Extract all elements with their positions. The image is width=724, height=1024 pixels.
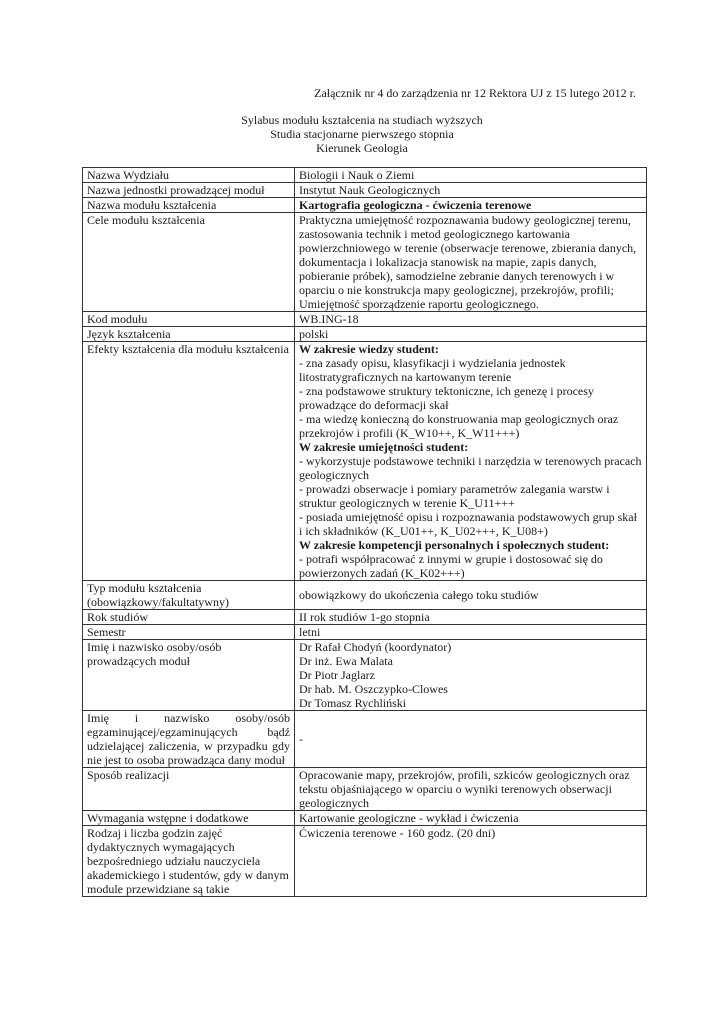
competence-item: - potrafi współpracować z innymi w grupie i dostosować się do powierzonych zadań (K_K02+++): [299, 552, 603, 580]
code-label: Kod modułu: [83, 312, 295, 327]
knowledge-item: - zna podstawowe struktury tektoniczne, ich genezę i procesy prowadzące do deformacji skał: [299, 384, 594, 412]
outcomes-label: Efekty kształcenia dla modułu kształcenia: [83, 342, 295, 581]
teacher-name: Dr hab. M. Oszczypko-Clowes: [299, 682, 448, 696]
teacher-name: Dr Piotr Jaglarz: [299, 668, 375, 682]
knowledge-item: - ma wiedzę konieczną do konstruowania map geologicznych oraz przekrojów i profili (K_W10++, K_W11+++): [299, 412, 619, 440]
unit-value: Instytut Nauk Geologicznych: [295, 183, 647, 198]
language-value: polski: [295, 327, 647, 342]
module-name-value: Kartografia geologiczna - ćwiczenia terenowe: [295, 198, 647, 213]
row-goals: [83, 213, 647, 312]
skills-item: - prowadzi obserwacje i pomiary parametrów zalegania warstw i struktur geologicznych w terenie K_U11+++: [299, 482, 610, 510]
row-hours: [83, 826, 647, 897]
row-semester: [83, 625, 647, 640]
row-code: [83, 312, 647, 327]
skills-heading: W zakresie umiejętności student:: [299, 440, 469, 454]
teachers-label: Imię i nazwisko osoby/osób prowadzących moduł: [83, 640, 295, 711]
row-module-name: [83, 198, 647, 213]
semester-label: Semestr: [83, 625, 295, 640]
teachers-value: [295, 640, 647, 711]
semester-value: letni: [295, 625, 647, 640]
goals-label: Cele modułu kształcenia: [83, 213, 295, 312]
row-language: [83, 327, 647, 342]
knowledge-heading: W zakresie wiedzy student:: [299, 342, 439, 356]
knowledge-item: - zna zasady opisu, klasyfikacji i wydzielania jednostek litostratygraficznych na kartowanym terenie: [299, 356, 566, 384]
row-teachers: [83, 640, 647, 711]
examiners-label: [83, 711, 295, 768]
method-label: Sposób realizacji: [83, 768, 295, 811]
row-examiners: [83, 711, 647, 768]
skills-item: - wykorzystuje podstawowe techniki i narzędzia w terenowych pracach geologicznych: [299, 454, 642, 482]
module-name-label: Nazwa modułu kształcenia: [83, 198, 295, 213]
hours-label: Rodzaj i liczba godzin zajęć dydaktycznych wymagających bezpośredniego udziału nauczyciela akademickiego i studentów, gdy w danym module przewidziane są takie: [83, 826, 295, 897]
study-mode: Studia stacjonarne pierwszego stopnia: [270, 127, 454, 141]
document-header: [0, 113, 724, 155]
syllabus-table: [82, 167, 647, 897]
hours-value: Ćwiczenia terenowe - 160 godz. (20 dni): [295, 826, 647, 897]
unit-label: Nazwa jednostki prowadzącej moduł: [83, 183, 295, 198]
syllabus-title: Sylabus modułu kształcenia na studiach wyższych: [241, 113, 483, 127]
row-prerequisites: [83, 811, 647, 826]
type-label: Typ modułu kształcenia (obowiązkowy/fakultatywny): [83, 581, 295, 610]
teacher-name: Dr Rafał Chodyń (koordynator): [299, 640, 452, 654]
field-of-study: Kierunek Geologia: [316, 141, 408, 155]
row-unit: [83, 183, 647, 198]
prerequisites-value: Kartowanie geologiczne - wykład i ćwiczenia: [295, 811, 647, 826]
faculty-value: Biologii i Nauk o Ziemi: [295, 168, 647, 183]
year-value: II rok studiów 1-go stopnia: [295, 610, 647, 625]
language-label: Język kształcenia: [83, 327, 295, 342]
outcomes-value: [295, 342, 647, 581]
competence-heading: W zakresie kompetencji personalnych i społecznych student:: [299, 538, 610, 552]
goals-value: Praktyczna umiejętność rozpoznawania budowy geologicznej terenu, zastosowania technik i metod geologicznego kartowania powierzchniowego w terenie (obserwacje terenowe, zbierania danych, dokumentacja i lokalizacja stanowisk na mapie, zapis danych, pobieranie próbek), samodzielne zebranie danych terenowych i w oparciu o nie konstrukcja mapy geologicznej, przekrojów, profili; Umiejętność sporządzenie raportu geologicznego.: [295, 213, 647, 312]
type-value: obowiązkowy do ukończenia całego toku studiów: [295, 581, 647, 610]
examiners-value: -: [295, 711, 647, 768]
year-label: Rok studiów: [83, 610, 295, 625]
teacher-name: Dr Tomasz Rychliński: [299, 696, 407, 710]
teacher-name: Dr inż. Ewa Malata: [299, 654, 393, 668]
row-faculty: [83, 168, 647, 183]
faculty-label: Nazwa Wydziału: [83, 168, 295, 183]
row-year: [83, 610, 647, 625]
examiners-label-text: Imię i nazwisko osoby/osób egzaminującej/egzaminujących bądź udzielającej zaliczenia, w przypadku gdy nie jest to osoba prowadząca dany moduł: [87, 711, 290, 767]
row-method: [83, 768, 647, 811]
row-type: [83, 581, 647, 610]
skills-item: - posiada umiejętność opisu i rozpoznawania podstawowych grup skał i ich składników (K_U01++, K_U02+++, K_U08+): [299, 510, 637, 538]
code-value: WB.ING-18: [295, 312, 647, 327]
prerequisites-label: Wymagania wstępne i dodatkowe: [83, 811, 295, 826]
row-outcomes: [83, 342, 647, 581]
method-value: Opracowanie mapy, przekrojów, profili, szkiców geologicznych oraz tekstu objaśniającego w oparciu o wyniki terenowych obserwacji geologicznych: [295, 768, 647, 811]
annex-note: Załącznik nr 4 do zarządzenia nr 12 Rektora UJ z 15 lutego 2012 r.: [314, 86, 636, 100]
